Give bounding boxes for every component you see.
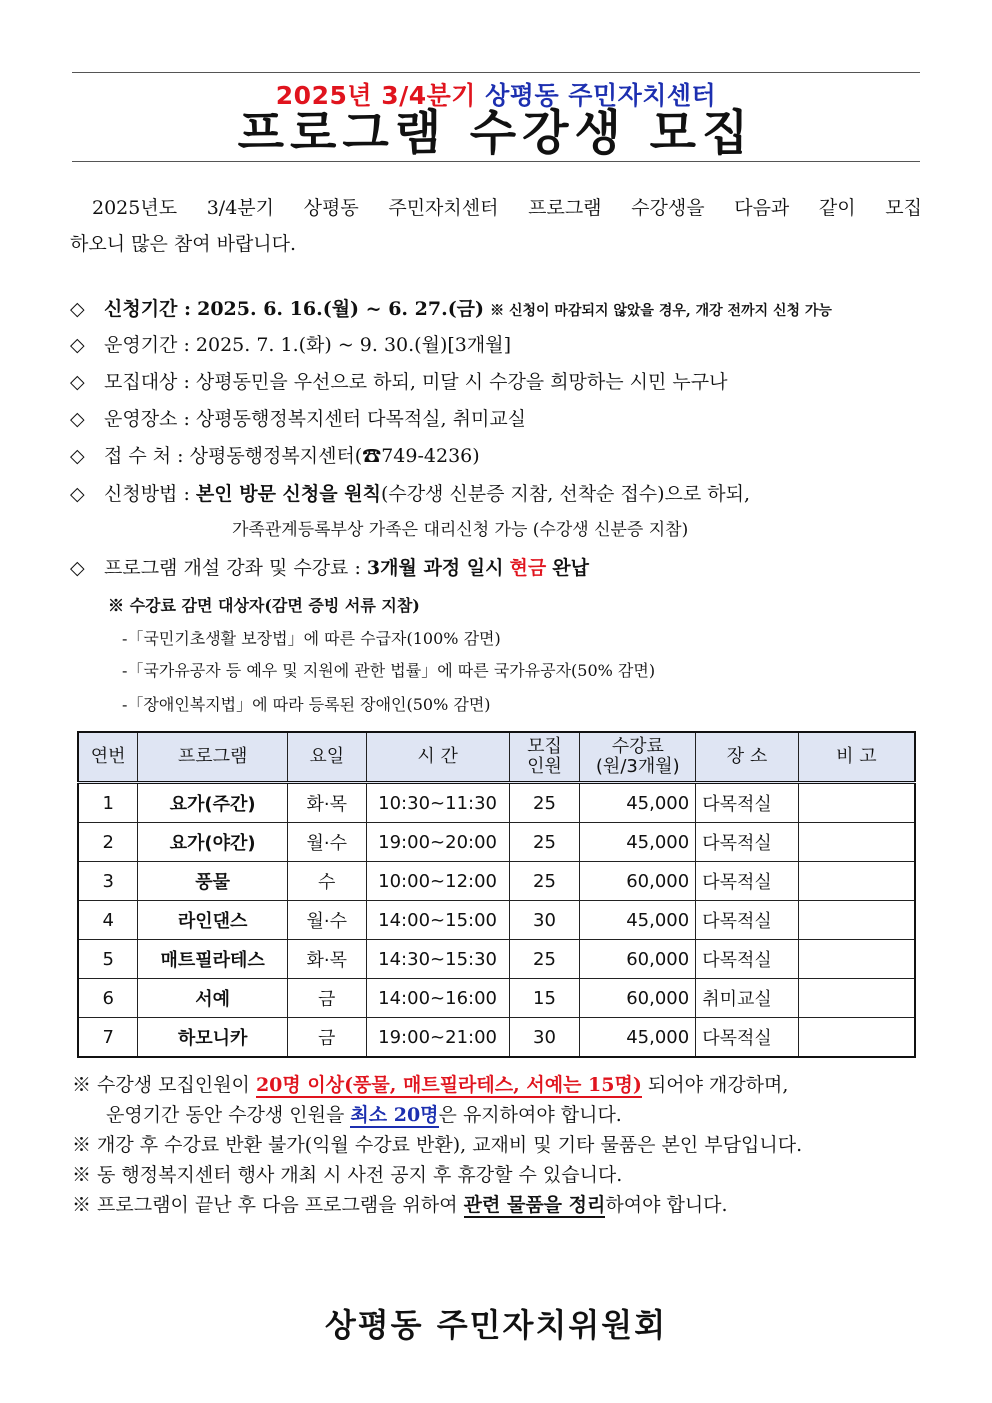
cell-day: 화·목 <box>287 783 366 823</box>
table-row <box>78 979 915 1018</box>
note-4-post: 하여야 합니다. <box>605 1194 728 1216</box>
cell-fee: 45,000 <box>580 901 696 940</box>
cell-program: 라인댄스 <box>138 901 287 940</box>
info-apply-period <box>70 295 922 325</box>
note-1-pre: ※ 수강생 모집인원이 <box>72 1074 256 1096</box>
cell-program: 요가(야간) <box>138 823 287 862</box>
cell-place: 다목적실 <box>696 1018 799 1058</box>
note-1b <box>72 1100 924 1130</box>
cell-no: 1 <box>78 783 138 823</box>
fee-red: 현금 <box>509 557 547 579</box>
cell-note <box>798 940 915 979</box>
cell-program: 매트필라테스 <box>138 940 287 979</box>
method-label: 신청방법 : <box>104 483 190 505</box>
fee-bold-2: 완납 <box>552 557 590 579</box>
cell-note <box>798 823 915 862</box>
cell-note <box>798 862 915 901</box>
note-3: ※ 동 행정복지센터 행사 개최 시 사전 공지 후 휴강할 수 있습니다. <box>72 1164 623 1186</box>
top-rule <box>72 72 920 73</box>
cell-no: 3 <box>78 862 138 901</box>
cell-note <box>798 979 915 1018</box>
apply-period-value: 2025. 6. 16.(월) ~ 6. 27.(금) <box>197 298 485 320</box>
note-1b-blue: 최소 20명 <box>350 1104 439 1126</box>
cell-fee: 60,000 <box>580 862 696 901</box>
cell-note <box>798 1018 915 1058</box>
cell-day: 금 <box>287 979 366 1018</box>
cell-place: 다목적실 <box>696 862 799 901</box>
note-1-red: 20명 이상(풍물, 매트필라테스, 서예는 15명) <box>255 1074 642 1096</box>
info-fee <box>70 554 922 582</box>
cell-fee: 60,000 <box>580 979 696 1018</box>
header-place: 장 소 <box>696 732 799 783</box>
table-row <box>78 862 915 901</box>
cell-note <box>798 901 915 940</box>
operation-period-text: 운영기간 : 2025. 7. 1.(화) ~ 9. 30.(월)[3개월] <box>104 334 511 356</box>
exemption-item: -「국가유공자 등 예우 및 지원에 관한 법률」에 따른 국가유공자(50% 감면) <box>122 661 656 680</box>
cell-program: 서예 <box>138 979 287 1018</box>
cell-day: 월·수 <box>287 901 366 940</box>
cell-note <box>798 783 915 823</box>
cell-capacity: 25 <box>509 823 580 862</box>
cell-time: 10:00~12:00 <box>366 862 509 901</box>
exemption-item: -「국민기초생활 보장법」에 따른 수급자(100% 감면) <box>122 629 501 648</box>
table-header-row <box>78 732 915 783</box>
intro-line-2: 하오니 많은 참여 바랍니다. <box>70 233 297 255</box>
info-venue <box>70 405 922 433</box>
intro-paragraph <box>70 190 922 262</box>
note-4 <box>72 1190 924 1220</box>
cell-no: 7 <box>78 1018 138 1058</box>
fee-bold-1: 3개월 과정 일시 <box>366 557 504 579</box>
cell-time: 19:00~20:00 <box>366 823 509 862</box>
note-1b-pre: 운영기간 동안 수강생 인원을 <box>106 1104 351 1126</box>
note-1-post: 되어야 개강하며, <box>641 1074 789 1096</box>
cell-no: 2 <box>78 823 138 862</box>
note-1 <box>72 1070 924 1100</box>
cell-place: 다목적실 <box>696 940 799 979</box>
info-target <box>70 368 922 396</box>
header-no: 연번 <box>78 732 138 783</box>
cell-fee: 45,000 <box>580 1018 696 1058</box>
cell-no: 6 <box>78 979 138 1018</box>
cell-time: 14:00~15:00 <box>366 901 509 940</box>
exemption-heading: ※ 수강료 감면 대상자(감면 증빙 서류 지참) <box>108 596 420 615</box>
table-row <box>78 1018 915 1058</box>
cell-day: 금 <box>287 1018 366 1058</box>
cell-place: 다목적실 <box>696 901 799 940</box>
cell-capacity: 25 <box>509 940 580 979</box>
diamond-bullet-icon: ◇ <box>70 298 85 320</box>
method-bold: 본인 방문 신청을 원칙 <box>195 483 381 505</box>
header-day: 요일 <box>287 732 366 783</box>
header-note: 비 고 <box>798 732 915 783</box>
table-row <box>78 940 915 979</box>
cell-capacity: 30 <box>509 901 580 940</box>
diamond-bullet-icon: ◇ <box>70 334 85 356</box>
cell-place: 다목적실 <box>696 823 799 862</box>
program-table <box>77 731 916 1058</box>
cell-capacity: 15 <box>509 979 580 1018</box>
cell-capacity: 30 <box>509 1018 580 1058</box>
cell-no: 4 <box>78 901 138 940</box>
cell-program: 하모니카 <box>138 1018 287 1058</box>
diamond-bullet-icon: ◇ <box>70 408 85 430</box>
cell-place: 다목적실 <box>696 783 799 823</box>
footer-signature: 상평동 주민자치위원회 <box>324 1306 668 1344</box>
cell-time: 19:00~21:00 <box>366 1018 509 1058</box>
cell-day: 월·수 <box>287 823 366 862</box>
subtitle-org: 상평동 주민자치센터 <box>485 81 717 110</box>
header-fee: 수강료 (원/3개월) <box>580 732 696 783</box>
cell-capacity: 25 <box>509 862 580 901</box>
cell-time: 14:00~16:00 <box>366 979 509 1018</box>
cell-day: 수 <box>287 862 366 901</box>
cell-day: 화·목 <box>287 940 366 979</box>
info-reception <box>70 442 922 470</box>
table-row <box>78 783 915 823</box>
note-1b-post: 은 유지하여야 합니다. <box>438 1104 622 1126</box>
method-rest: (수강생 신분증 지참, 선착순 접수)으로 하되, <box>380 483 751 505</box>
cell-time: 14:30~15:30 <box>366 940 509 979</box>
table-row <box>78 901 915 940</box>
diamond-bullet-icon: ◇ <box>70 557 85 579</box>
subtitle-year: 2025년 3/4분기 <box>275 81 476 110</box>
table-row <box>78 823 915 862</box>
target-text: 모집대상 : 상평동민을 우선으로 하되, 미달 시 수강을 희망하는 시민 누구나 <box>104 371 728 393</box>
cell-fee: 45,000 <box>580 783 696 823</box>
info-operation-period <box>70 331 922 359</box>
intro-line-1: 2025년도 3/4분기 상평동 주민자치센터 프로그램 수강생을 다음과 같이 모집 <box>92 197 922 219</box>
diamond-bullet-icon: ◇ <box>70 445 85 467</box>
cell-program: 풍물 <box>138 862 287 901</box>
reception-text: 접 수 처 : 상평동행정복지센터(☎749-4236) <box>104 445 480 467</box>
cell-place: 취미교실 <box>696 979 799 1018</box>
cell-program: 요가(주간) <box>138 783 287 823</box>
note-2: ※ 개강 후 수강료 반환 불가(익월 수강료 반환), 교재비 및 기타 물품은 본인 부담입니다. <box>72 1134 803 1156</box>
cell-capacity: 25 <box>509 783 580 823</box>
cell-fee: 60,000 <box>580 940 696 979</box>
cell-fee: 45,000 <box>580 823 696 862</box>
note-4-bold: 관련 물품을 정리 <box>463 1194 606 1216</box>
method-line-2: 가족관계등록부상 가족은 대리신청 가능 (수강생 신분증 지참) <box>232 520 689 540</box>
header-program: 프로그램 <box>138 732 287 783</box>
page-title: 프로그램 수강생 모집 <box>237 105 755 161</box>
venue-text: 운영장소 : 상평동행정복지센터 다목적실, 취미교실 <box>104 408 527 430</box>
exemption-item: -「장애인복지법」에 따라 등록된 장애인(50% 감면) <box>122 695 491 714</box>
info-method <box>70 480 922 508</box>
apply-period-note: ※ 신청이 마감되지 않았을 경우, 개강 전까지 신청 가능 <box>490 303 832 319</box>
diamond-bullet-icon: ◇ <box>70 371 85 393</box>
diamond-bullet-icon: ◇ <box>70 483 85 505</box>
cell-time: 10:30~11:30 <box>366 783 509 823</box>
header-bottom-rule <box>72 161 920 162</box>
fee-label: 프로그램 개설 강좌 및 수강료 : <box>104 557 361 579</box>
apply-period-label: 신청기간 : <box>104 298 192 320</box>
header-capacity: 모집 인원 <box>509 732 580 783</box>
header-time: 시 간 <box>366 732 509 783</box>
note-4-pre: ※ 프로그램이 끝난 후 다음 프로그램을 위하여 <box>72 1194 464 1216</box>
cell-no: 5 <box>78 940 138 979</box>
notes-section <box>72 1070 924 1220</box>
